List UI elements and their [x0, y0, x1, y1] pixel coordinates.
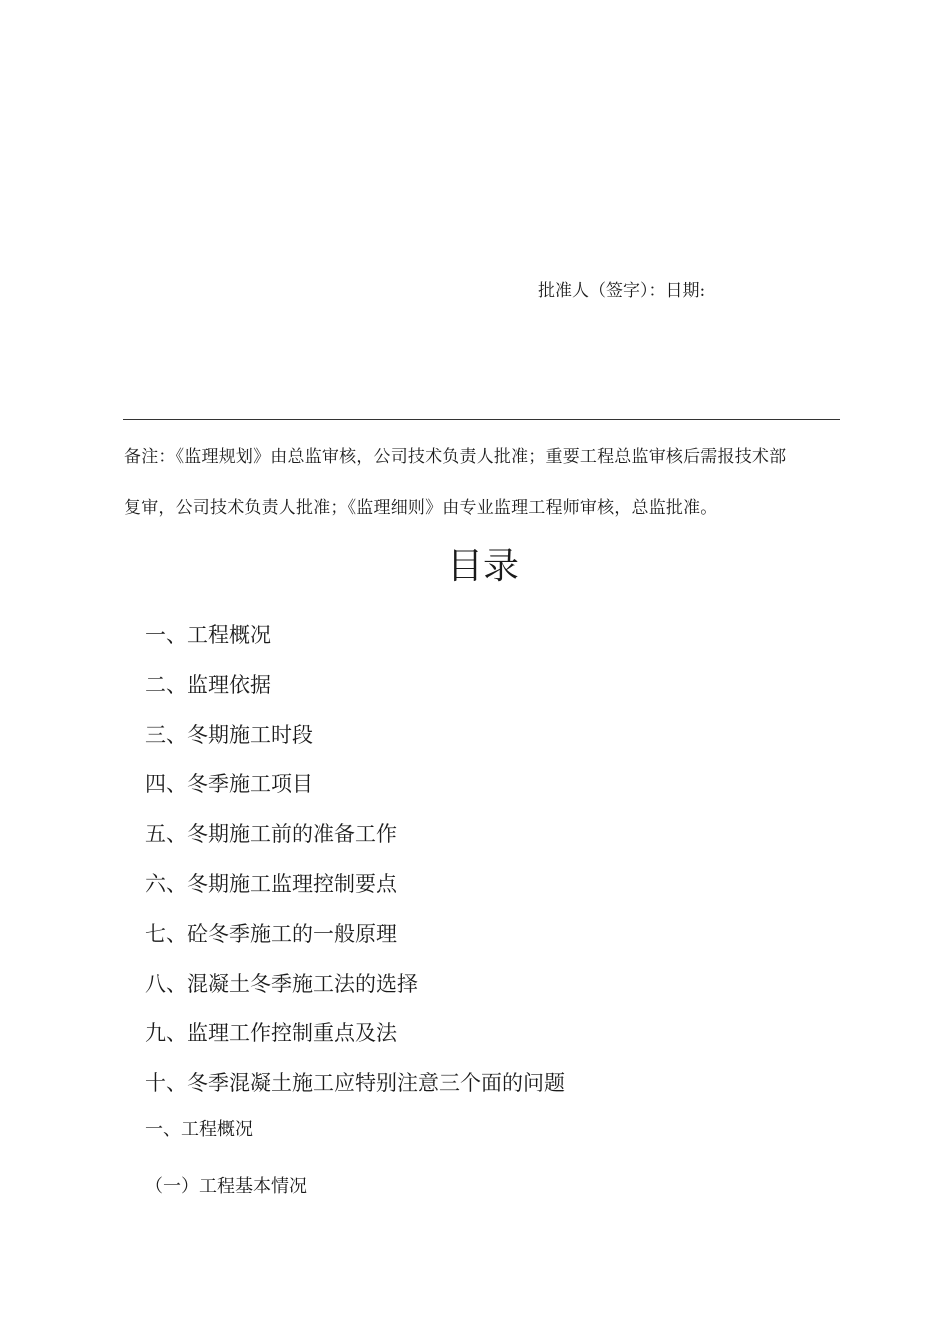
horizontal-divider	[123, 419, 840, 420]
toc-item: 一、工程概况	[145, 623, 271, 647]
toc-item: 十、冬季混凝土施工应特别注意三个面的问题	[145, 1071, 565, 1096]
toc-item: 四、冬季施工项目	[145, 772, 313, 797]
toc-item: 七、砼冬季施工的一般原理	[145, 921, 397, 946]
toc-item: 九、监理工作控制重点及法	[145, 1021, 397, 1046]
subsection-heading: （一）工程基本情况	[145, 1176, 307, 1197]
approver-signature-date-line: 批准人（签字）：日期:	[538, 281, 706, 301]
toc-item: 三、冬期施工时段	[145, 722, 313, 747]
toc-item: 二、监理依据	[145, 672, 271, 697]
table-of-contents	[145, 620, 565, 1118]
section-heading: 一、工程概况	[145, 1119, 253, 1140]
toc-title: 目录	[446, 546, 519, 587]
note-line-1: 备注：《监理规划》由总监审核，公司技术负责人批准；重要工程总监审核后需报技术部	[124, 447, 787, 467]
note-line-2: 复审，公司技术负责人批准；《监理细则》由专业监理工程师审核，总监批准。	[124, 498, 718, 518]
toc-item: 六、冬期施工监理控制要点	[145, 871, 397, 896]
toc-item: 五、冬期施工前的准备工作	[145, 822, 397, 847]
toc-item: 八、混凝土冬季施工法的选择	[145, 971, 418, 996]
